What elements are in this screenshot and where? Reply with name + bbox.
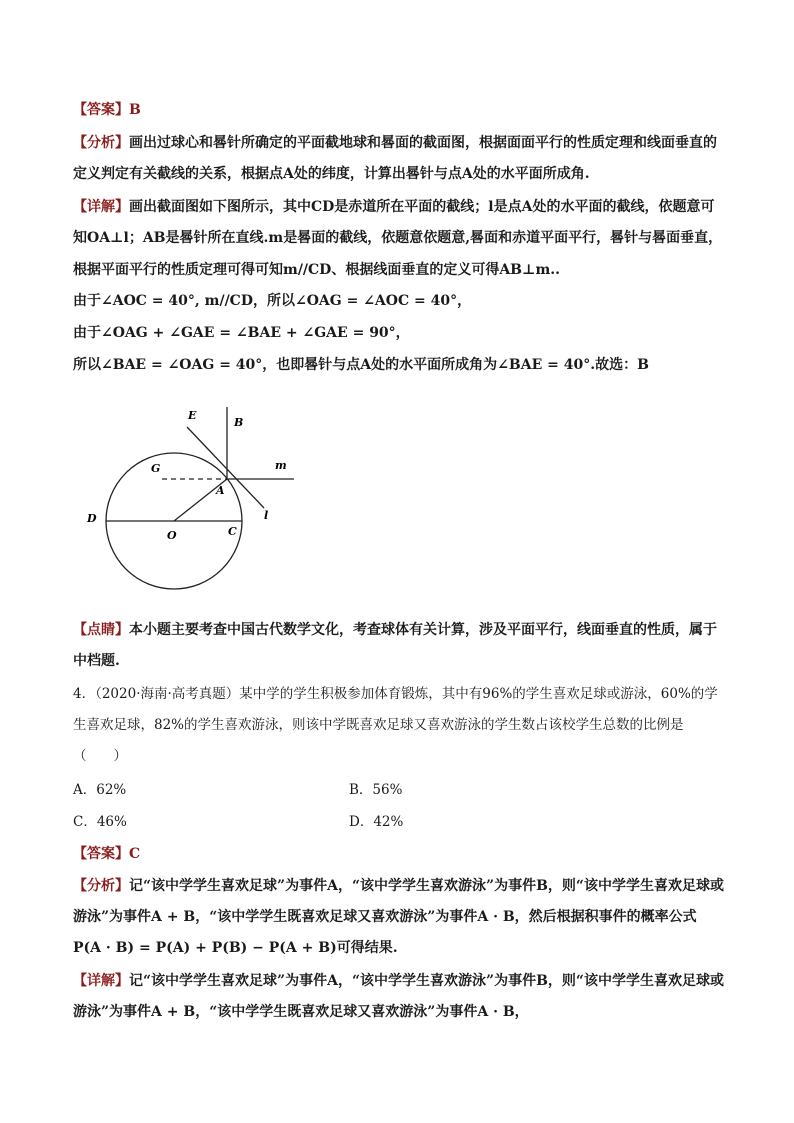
analysis-3-line-1: 【分析】画出过球心和晷针所确定的平面截地球和晷面的截面图，根据面面平行的性质定理和线面垂直的	[73, 135, 717, 151]
option-C: C．46%	[73, 814, 127, 830]
label-G: G	[151, 462, 161, 475]
geometry-figure	[70, 395, 330, 605]
option-A: A．62%	[73, 782, 127, 798]
line-l	[187, 427, 264, 508]
label-m: m	[275, 459, 287, 472]
label-O: O	[167, 529, 177, 542]
comment-3-line-2: 中档题.	[73, 653, 120, 669]
answer-3	[73, 100, 733, 120]
detail-3-line-4: 由于∠AOC = 40°, m//CD，所以∠OAG = ∠AOC = 40°，	[73, 293, 472, 309]
detail-3-line-3: 根据平面平行的性质定理可得可知m//CD、根据线面垂直的定义可得AB⊥m..	[73, 262, 561, 278]
answer-value: B	[129, 102, 141, 118]
comment-3-line-1: 【点睛】本小题主要考查中国古代数学文化，考查球体有关计算，涉及平面平行，线面垂直的性质，属于	[73, 622, 717, 638]
detail-3-line-6: 所以∠BAE = ∠OAG = 40°，也即晷针与点A处的水平面所成角为∠BAE = 40°.故选：B	[73, 357, 649, 373]
detail-3-line-1: 【详解】画出截面图如下图所示，其中CD是赤道所在平面的截线；l是点A处的水平面的截线，依题意可	[73, 199, 715, 215]
label-B: B	[234, 416, 244, 429]
label-A: A	[216, 484, 225, 497]
detail-label: 【详解】	[73, 199, 129, 215]
comment-label: 【点睛】	[73, 622, 129, 638]
detail-4-line-1: 【详解】记“该中学学生喜欢足球”为事件A，“该中学学生喜欢游泳”为事件B，则“该中学学生喜欢足球或	[73, 973, 724, 989]
analysis-4-line-1: 【分析】记“该中学学生喜欢足球”为事件A，“该中学学生喜欢游泳”为事件B，则“该中学学生喜欢足球或	[73, 878, 724, 894]
analysis-4-line-3: P(A · B) = P(A) + P(B) − P(A + B)可得结果.	[73, 940, 398, 956]
answer-label: 【答案】	[73, 102, 129, 118]
detail-label: 【详解】	[73, 973, 129, 989]
label-E: E	[188, 409, 197, 422]
question-4-line-3: （ ）	[73, 748, 127, 764]
question-4-line-2: 生喜欢足球，82%的学生喜欢游泳，则该中学既喜欢足球又喜欢游泳的学生数占该校学生总数的比例是	[73, 717, 684, 733]
analysis-label: 【分析】	[73, 878, 129, 894]
answer-label: 【答案】	[73, 846, 129, 862]
analysis-4-line-2: 游泳”为事件A + B，“该中学学生既喜欢足球又喜欢游泳”为事件A · B，然后根据积事件的概率公式	[73, 909, 697, 925]
detail-3-line-2: 知OA⊥l；AB是晷针所在直线.m是晷面的截线，依题意依题意,晷面和赤道平面平行，晷针与晷面垂直，	[73, 230, 723, 246]
analysis-label: 【分析】	[73, 135, 129, 151]
option-B: B．56%	[349, 782, 403, 798]
detail-4-line-2: 游泳”为事件A + B，“该中学学生既喜欢足球又喜欢游泳”为事件A · B，	[73, 1004, 529, 1020]
label-D: D	[87, 512, 97, 525]
question-4-line-1: 4．（2020·海南·高考真题）某中学的学生积极参加体育锻炼，其中有96%的学生喜欢足球或游泳，60%的学	[73, 686, 718, 702]
analysis-3-line-2: 定义判定有关截线的关系，根据点A处的纬度，计算出晷针与点A处的水平面所成角.	[73, 166, 590, 182]
option-D: D．42%	[349, 814, 404, 830]
answer-value: C	[129, 846, 141, 862]
label-l: l	[264, 509, 269, 522]
label-C: C	[228, 525, 237, 538]
detail-3-line-5: 由于∠OAG + ∠GAE = ∠BAE + ∠GAE = 90°，	[73, 325, 410, 341]
answer-4	[73, 844, 733, 864]
